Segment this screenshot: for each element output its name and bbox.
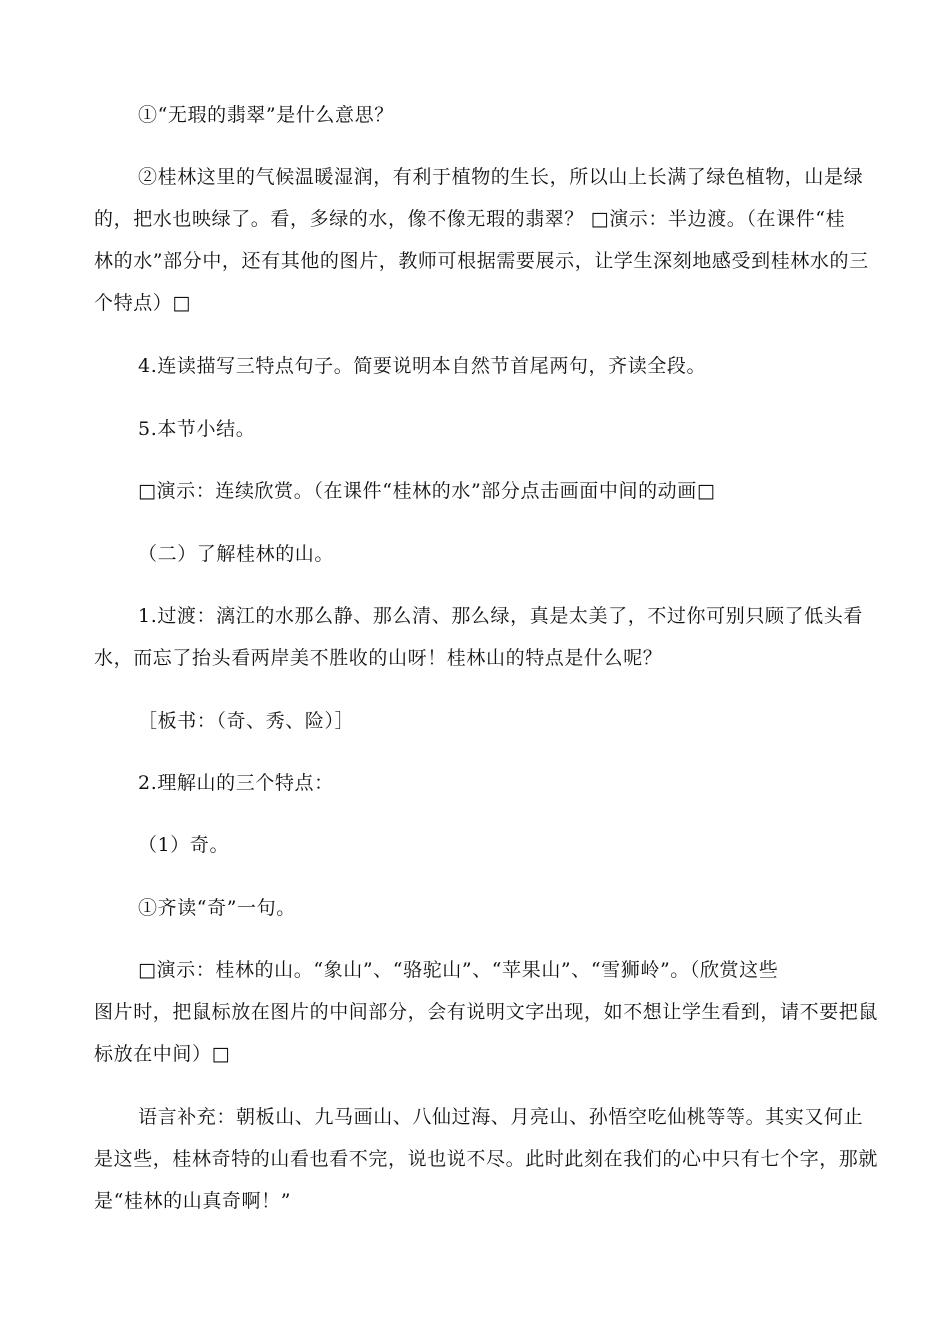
paragraph-line: 图片时，把鼠标放在图片的中间部分，会有说明文字出现，如不想让学生看到，请不要把鼠 xyxy=(94,1001,879,1023)
paragraph-line: 水，而忘了抬头看两岸美不胜收的山呀！桂林山的特点是什么呢？ xyxy=(94,647,663,669)
paragraph-line: ①齐读“奇”一句。 xyxy=(138,897,296,919)
paragraph-line: 是“桂林的山真奇啊！” xyxy=(94,1190,292,1212)
paragraph-line: 是这些，桂林奇特的山看也看不完，说也说不尽。此时此刻在我们的心中只有七个字，那就 xyxy=(94,1148,879,1170)
paragraph-line: ②桂林这里的气候温暖湿润，有利于植物的生长，所以山上长满了绿色植物，山是绿 xyxy=(138,166,864,188)
paragraph-line: 林的水”部分中，还有其他的图片，教师可根据需要展示，让学生深刻地感受到桂林水的三 xyxy=(94,250,869,272)
paragraph-line: （二）了解桂林的山。 xyxy=(138,543,335,565)
paragraph-line: □演示：连续欣赏。（在课件“桂林的水”部分点击画面中间的动画□ xyxy=(138,480,716,502)
paragraph-line: 语言补充：朝板山、九马画山、八仙过海、月亮山、孙悟空吃仙桃等等。其实又何止 xyxy=(138,1106,864,1128)
paragraph-line: ①“无瑕的翡翠”是什么意思？ xyxy=(138,104,394,126)
paragraph-line: ［板书：（奇、秀、险）］ xyxy=(138,710,355,732)
paragraph-line: （1）奇。 xyxy=(138,834,230,856)
paragraph-line: 1.过渡：漓江的水那么静、那么清、那么绿，真是太美了，不过你可别只顾了低头看 xyxy=(138,605,863,627)
paragraph-line: □演示：桂林的山。“象山”、“骆驼山”、“苹果山”、“雪狮岭”。（欣赏这些 xyxy=(138,959,779,981)
paragraph-line: 5.本节小结。 xyxy=(138,418,256,440)
paragraph-line: 2.理解山的三个特点： xyxy=(138,772,334,794)
paragraph-line: 的，把水也映绿了。看，多绿的水，像不像无瑕的翡翠？ □演示：半边渡。（在课件“桂 xyxy=(94,208,846,230)
paragraph-line: 标放在中间）□ xyxy=(94,1043,231,1065)
paragraph-line: 个特点）□ xyxy=(94,292,191,314)
paragraph-line: 4.连读描写三特点句子。简要说明本自然节首尾两句，齐读全段。 xyxy=(138,355,707,377)
